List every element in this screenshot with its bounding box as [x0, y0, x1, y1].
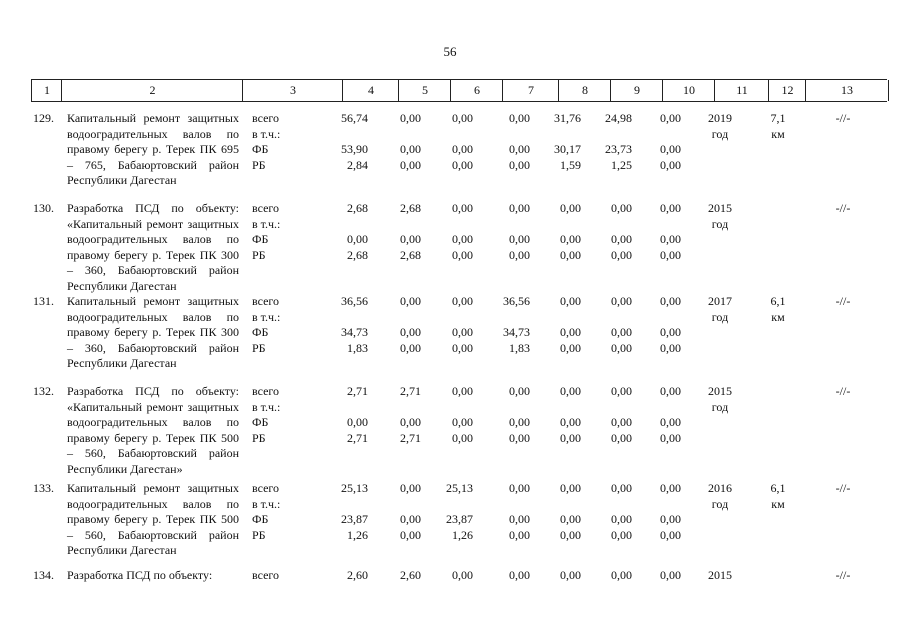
value-c4 — [324, 481, 368, 543]
value-c6 — [433, 201, 473, 263]
cell-value: 34,73 — [503, 325, 530, 339]
length-text: 6,1 — [770, 481, 786, 495]
row-name: Разработка ПСД по объекту: — [67, 568, 213, 582]
cell-value: 0,00 — [509, 430, 530, 445]
cell-value: 0,00 — [452, 384, 473, 398]
cell-value: 1,25 — [611, 157, 632, 172]
funding-sources — [252, 201, 292, 263]
cell-value: 2,68 — [400, 247, 421, 262]
cell-value: 2,71 — [347, 430, 368, 445]
cell-value: 0,00 — [509, 142, 530, 156]
value-c9 — [590, 294, 632, 356]
length-text: 6,1 — [770, 294, 786, 308]
funding-source: всего — [252, 111, 280, 125]
cell-value: 0,00 — [509, 111, 530, 125]
cell-value: 0,00 — [611, 325, 632, 339]
value-c10 — [643, 568, 681, 584]
value-c5 — [381, 481, 421, 543]
length-text — [758, 384, 798, 400]
year-cell — [700, 568, 740, 584]
cell-value: 0,00 — [611, 294, 632, 308]
funding-source: ФБ — [252, 512, 269, 526]
value-c9 — [590, 111, 632, 173]
value-c8 — [539, 481, 581, 543]
year-text: год — [711, 309, 729, 324]
cell-value: 0,00 — [452, 247, 473, 262]
cell-value: 1,26 — [347, 527, 368, 542]
cell-value: 0,00 — [611, 527, 632, 542]
cell-value: 0,00 — [347, 232, 368, 246]
funding-sources — [252, 384, 292, 446]
cell-value: 2,68 — [347, 201, 368, 215]
length-text — [758, 568, 798, 584]
header-col-3: 3 — [242, 80, 343, 101]
value-c5 — [381, 384, 421, 446]
cell-value: 2,60 — [400, 568, 421, 582]
cell-value: 0,00 — [560, 527, 581, 542]
cell-value: 0,00 — [560, 294, 581, 308]
row-number: 133. — [33, 481, 54, 495]
cell-value: 0,00 — [452, 157, 473, 172]
year-text: год — [711, 496, 729, 511]
cell-value: 0,00 — [560, 415, 581, 429]
value-c8 — [539, 201, 581, 263]
cell-value: 0,00 — [400, 512, 421, 526]
cell-value: 23,87 — [446, 512, 473, 526]
cell-value: 0,00 — [452, 294, 473, 308]
cell-value: 0,00 — [660, 415, 681, 429]
cell-value: 0,00 — [660, 294, 681, 308]
page-number: 56 — [443, 44, 457, 59]
cell-value: 0,00 — [660, 568, 681, 582]
cell-value: 2,71 — [347, 384, 368, 398]
cell-value: 0,00 — [611, 340, 632, 355]
cell-value: 36,56 — [503, 294, 530, 308]
length-text: км — [771, 126, 785, 141]
cell-value: 0,00 — [400, 142, 421, 156]
cell-value: 0,00 — [560, 384, 581, 398]
cell-value: 0,00 — [509, 527, 530, 542]
funding-sources — [252, 568, 292, 584]
funding-source: в т.ч.: — [252, 126, 281, 141]
funding-source: всего — [252, 294, 280, 308]
value-c4 — [324, 568, 368, 584]
cell-value: 0,00 — [509, 512, 530, 526]
cell-value: 0,00 — [660, 340, 681, 355]
value-c9 — [590, 384, 632, 446]
length-text: 7,1 — [770, 111, 786, 125]
cell-value: 0,00 — [509, 568, 530, 582]
value-c5 — [381, 568, 421, 584]
row-name: Разработка ПСД по объекту: «Капитальный ремонт защитных водооградительных валов по правому берегу р. Терек ПК 500 – 560, Бабаюртовский район Республики Дагестан» — [67, 384, 239, 476]
funding-source: в т.ч.: — [252, 216, 281, 231]
note-cell: -//- — [835, 111, 851, 125]
funding-source: всего — [252, 201, 280, 215]
header-col-7: 7 — [502, 80, 559, 101]
value-c4 — [324, 111, 368, 173]
row-number: 132. — [33, 384, 54, 398]
cell-value: 25,13 — [341, 481, 368, 495]
cell-value: 0,00 — [400, 527, 421, 542]
funding-source: всего — [252, 568, 280, 582]
cell-value: 0,00 — [452, 232, 473, 246]
row-name: Разработка ПСД по объекту: «Капитальный ремонт защитных водооградительных валов по правому берегу р. Терек ПК 300 – 360, Бабаюртовский район Республики Дагестан — [67, 201, 239, 293]
header-col-6: 6 — [450, 80, 503, 101]
value-c7 — [485, 384, 530, 446]
cell-value: 0,00 — [660, 430, 681, 445]
funding-source: в т.ч.: — [252, 496, 281, 511]
value-c5 — [381, 111, 421, 173]
cell-value: 23,87 — [341, 512, 368, 526]
cell-value: 0,00 — [560, 340, 581, 355]
cell-value: 0,00 — [400, 294, 421, 308]
header-col-1: 1 — [31, 80, 62, 101]
value-c4 — [324, 201, 368, 263]
length-cell — [758, 111, 798, 142]
value-c6 — [433, 384, 473, 446]
cell-value: 30,17 — [554, 142, 581, 156]
header-col-5: 5 — [398, 80, 451, 101]
funding-source: РБ — [252, 157, 266, 172]
value-c10 — [643, 481, 681, 543]
header-col-9: 9 — [610, 80, 663, 101]
value-c8 — [539, 111, 581, 173]
cell-value: 0,00 — [611, 384, 632, 398]
year-text: 2019 — [708, 111, 732, 125]
value-c10 — [643, 384, 681, 446]
cell-value: 0,00 — [400, 415, 421, 429]
funding-sources — [252, 111, 292, 173]
cell-value: 31,76 — [554, 111, 581, 125]
cell-value: 2,68 — [347, 247, 368, 262]
row-name: Капитальный ремонт защитных водооградительных валов по правому берегу р. Терек ПК 300 – 360, Бабаюртовский район Республики Дагестан — [67, 294, 239, 370]
cell-value: 1,83 — [347, 340, 368, 355]
cell-value: 53,90 — [341, 142, 368, 156]
cell-value: 0,00 — [660, 111, 681, 125]
cell-value: 2,71 — [400, 384, 421, 398]
year-cell — [700, 481, 740, 512]
cell-value: 0,00 — [560, 512, 581, 526]
row-name: Капитальный ремонт защитных водооградительных валов по правому берегу р. Терек ПК 695 – 765, Бабаюртовский район Республики Дагестан — [67, 111, 239, 187]
cell-value: 0,00 — [452, 325, 473, 339]
cell-value: 2,60 — [347, 568, 368, 582]
funding-source: ФБ — [252, 232, 269, 246]
length-text: км — [771, 309, 785, 324]
funding-source: РБ — [252, 247, 266, 262]
length-text — [758, 201, 798, 217]
cell-value: 0,00 — [611, 568, 632, 582]
length-text — [758, 217, 798, 233]
year-text: 2015 — [708, 201, 732, 215]
cell-value: 0,00 — [611, 512, 632, 526]
cell-value: 0,00 — [611, 247, 632, 262]
cell-value: 0,00 — [560, 232, 581, 246]
cell-value: 0,00 — [452, 568, 473, 582]
cell-value: 0,00 — [611, 430, 632, 445]
year-text: 2016 — [708, 481, 732, 495]
cell-value: 0,00 — [400, 325, 421, 339]
cell-value: 2,71 — [400, 430, 421, 445]
cell-value: 1,83 — [509, 340, 530, 355]
value-c10 — [643, 294, 681, 356]
value-c7 — [485, 201, 530, 263]
cell-value: 23,73 — [605, 142, 632, 156]
note-cell: -//- — [835, 201, 851, 215]
row-number: 130. — [33, 201, 54, 215]
value-c10 — [643, 111, 681, 173]
value-c6 — [433, 294, 473, 356]
row-number: 134. — [33, 568, 54, 582]
cell-value: 0,00 — [400, 111, 421, 125]
cell-value: 0,00 — [660, 157, 681, 172]
note-cell: -//- — [835, 568, 851, 582]
year-cell — [700, 294, 740, 325]
cell-value: 0,00 — [509, 384, 530, 398]
cell-value: 0,00 — [452, 415, 473, 429]
cell-value: 0,00 — [452, 201, 473, 215]
cell-value: 36,56 — [341, 294, 368, 308]
funding-source: всего — [252, 384, 280, 398]
year-text: 2015 — [708, 568, 732, 582]
year-cell — [700, 111, 740, 142]
cell-value: 0,00 — [347, 415, 368, 429]
cell-value: 0,00 — [611, 201, 632, 215]
length-cell — [758, 201, 798, 232]
cell-value: 0,00 — [452, 340, 473, 355]
cell-value: 0,00 — [452, 142, 473, 156]
cell-value: 0,00 — [400, 232, 421, 246]
cell-value: 0,00 — [509, 201, 530, 215]
cell-value: 1,59 — [560, 157, 581, 172]
value-c6 — [433, 481, 473, 543]
header-col-10: 10 — [662, 80, 715, 101]
cell-value: 0,00 — [611, 415, 632, 429]
cell-value: 0,00 — [660, 325, 681, 339]
value-c7 — [485, 481, 530, 543]
funding-source: всего — [252, 481, 280, 495]
funding-source: ФБ — [252, 415, 269, 429]
header-col-13: 13 — [805, 80, 889, 101]
year-text: 2017 — [708, 294, 732, 308]
cell-value: 0,00 — [660, 527, 681, 542]
cell-value: 0,00 — [660, 247, 681, 262]
cell-value: 0,00 — [452, 430, 473, 445]
year-cell — [700, 201, 740, 232]
note-cell: -//- — [835, 294, 851, 308]
cell-value: 0,00 — [660, 384, 681, 398]
cell-value: 2,84 — [347, 157, 368, 172]
length-cell — [758, 294, 798, 325]
value-c9 — [590, 568, 632, 584]
header-col-4: 4 — [342, 80, 399, 101]
table-header — [31, 79, 887, 102]
cell-value: 0,00 — [509, 157, 530, 172]
header-col-11: 11 — [714, 80, 769, 101]
cell-value: 0,00 — [560, 201, 581, 215]
cell-value: 0,00 — [452, 111, 473, 125]
row-number: 131. — [33, 294, 54, 308]
funding-sources — [252, 481, 292, 543]
value-c6 — [433, 568, 473, 584]
value-c8 — [539, 294, 581, 356]
funding-source: РБ — [252, 340, 266, 355]
cell-value: 1,26 — [452, 527, 473, 542]
length-text — [758, 400, 798, 416]
header-col-2: 2 — [61, 80, 243, 101]
value-c4 — [324, 294, 368, 356]
cell-value: 0,00 — [509, 232, 530, 246]
cell-value: 0,00 — [611, 481, 632, 495]
value-c7 — [485, 568, 530, 584]
funding-source: РБ — [252, 527, 266, 542]
cell-value: 0,00 — [660, 142, 681, 156]
length-cell — [758, 568, 798, 584]
value-c7 — [485, 294, 530, 356]
header-col-8: 8 — [558, 80, 611, 101]
note-cell: -//- — [835, 481, 851, 495]
length-cell — [758, 481, 798, 512]
year-cell — [700, 384, 740, 415]
cell-value: 0,00 — [400, 340, 421, 355]
value-c9 — [590, 481, 632, 543]
year-text: год — [711, 216, 729, 231]
value-c6 — [433, 111, 473, 173]
cell-value: 0,00 — [560, 430, 581, 445]
row-number: 129. — [33, 111, 54, 125]
funding-source: в т.ч.: — [252, 309, 281, 324]
cell-value: 0,00 — [611, 232, 632, 246]
cell-value: 0,00 — [509, 481, 530, 495]
cell-value: 0,00 — [660, 512, 681, 526]
cell-value: 0,00 — [560, 568, 581, 582]
year-text: год — [711, 399, 729, 414]
value-c7 — [485, 111, 530, 173]
cell-value: 0,00 — [560, 481, 581, 495]
value-c5 — [381, 201, 421, 263]
cell-value: 24,98 — [605, 111, 632, 125]
cell-value: 25,13 — [446, 481, 473, 495]
funding-source: в т.ч.: — [252, 399, 281, 414]
funding-source: ФБ — [252, 142, 269, 156]
cell-value: 0,00 — [560, 325, 581, 339]
cell-value: 0,00 — [400, 481, 421, 495]
value-c8 — [539, 384, 581, 446]
cell-value: 2,68 — [400, 201, 421, 215]
cell-value: 34,73 — [341, 325, 368, 339]
value-c8 — [539, 568, 581, 584]
cell-value: 0,00 — [509, 247, 530, 262]
row-name: Капитальный ремонт защитных водооградительных валов по правому берегу р. Терек ПК 500 – 560, Бабаюртовский район Республики Дагестан — [67, 481, 239, 557]
length-cell — [758, 384, 798, 415]
cell-value: 0,00 — [400, 157, 421, 172]
funding-source: ФБ — [252, 325, 269, 339]
value-c9 — [590, 201, 632, 263]
cell-value: 0,00 — [560, 247, 581, 262]
value-c10 — [643, 201, 681, 263]
note-cell: -//- — [835, 384, 851, 398]
year-text: год — [711, 126, 729, 141]
cell-value: 0,00 — [509, 415, 530, 429]
length-text: км — [771, 496, 785, 511]
cell-value: 0,00 — [660, 481, 681, 495]
value-c4 — [324, 384, 368, 446]
funding-sources — [252, 294, 292, 356]
cell-value: 0,00 — [660, 232, 681, 246]
value-c5 — [381, 294, 421, 356]
header-col-12: 12 — [768, 80, 806, 101]
year-text: 2015 — [708, 384, 732, 398]
cell-value: 0,00 — [660, 201, 681, 215]
cell-value: 56,74 — [341, 111, 368, 125]
funding-source: РБ — [252, 430, 266, 445]
